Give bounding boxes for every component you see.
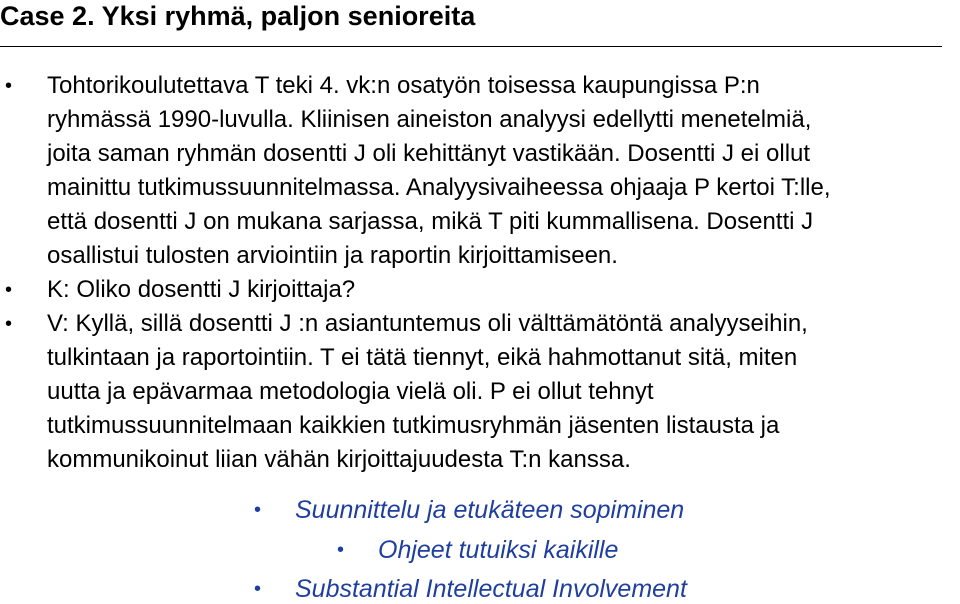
bullet-answer [0, 307, 960, 477]
bullet-line: että dosentti J on mukana sarjassa, mikä T piti kummallisena. Dosentti J [47, 208, 814, 235]
bullet-line: mainittu tutkimussuunnitelmassa. Analyysivaiheessa ohjaaja P kertoi T:lle, [47, 174, 831, 201]
bullet-line: tutkimussuunnitelmaan kaikkien tutkimusryhmän jäsenten listausta ja [47, 412, 780, 439]
bullet-dot-icon: • [5, 279, 13, 301]
bullet-line: kommunikoinut liian vähän kirjoittajuudesta T:n kanssa. [47, 446, 631, 473]
slide-title: Case 2. Yksi ryhmä, paljon senioreita [0, 1, 476, 31]
bullet-line: V: Kyllä, sillä dosentti J :n asiantuntemus oli välttämätöntä analyyseihin, [47, 310, 808, 337]
sub-bullet-dot-icon: • [254, 499, 262, 521]
bullet-case-description [0, 69, 960, 273]
bullet-line: tulkintaan ja raportointiin. T ei tätä tiennyt, eikä hahmottanut sitä, miten [47, 344, 798, 371]
sub-bullet-label: Substantial Intellectual Involvement [295, 575, 687, 603]
bullet-dot-icon: • [5, 75, 13, 97]
bullet-line: K: Oliko dosentti J kirjoittaja? [47, 276, 356, 303]
bullet-line: osallistui tulosten arviointiin ja raportin kirjoittamiseen. [47, 242, 618, 269]
bullet-line: Tohtorikoulutettava T teki 4. vk:n osatyön toisessa kaupungissa P:n [47, 72, 760, 99]
sub-bullet-dot-icon: • [254, 578, 262, 600]
sub-bullet-label: Ohjeet tutuiksi kaikille [378, 536, 619, 564]
sub-bullet-dot-icon: • [337, 539, 345, 561]
bullet-dot-icon: • [5, 313, 13, 335]
bullet-line: uutta ja epävarmaa metodologia vielä oli. P ei ollut tehnyt [47, 378, 654, 405]
bullet-line: ryhmässä 1990-luvulla. Kliinisen aineiston analyysi edellytti menetelmiä, [47, 106, 812, 133]
bullet-line: joita saman ryhmän dosentti J oli kehittänyt vastikään. Dosentti J ei ollut [47, 140, 811, 167]
bullet-list [0, 69, 960, 477]
title-divider [0, 46, 942, 47]
bullet-question [0, 273, 960, 307]
sub-bullet-label: Suunnittelu ja etukäteen sopiminen [295, 496, 685, 524]
